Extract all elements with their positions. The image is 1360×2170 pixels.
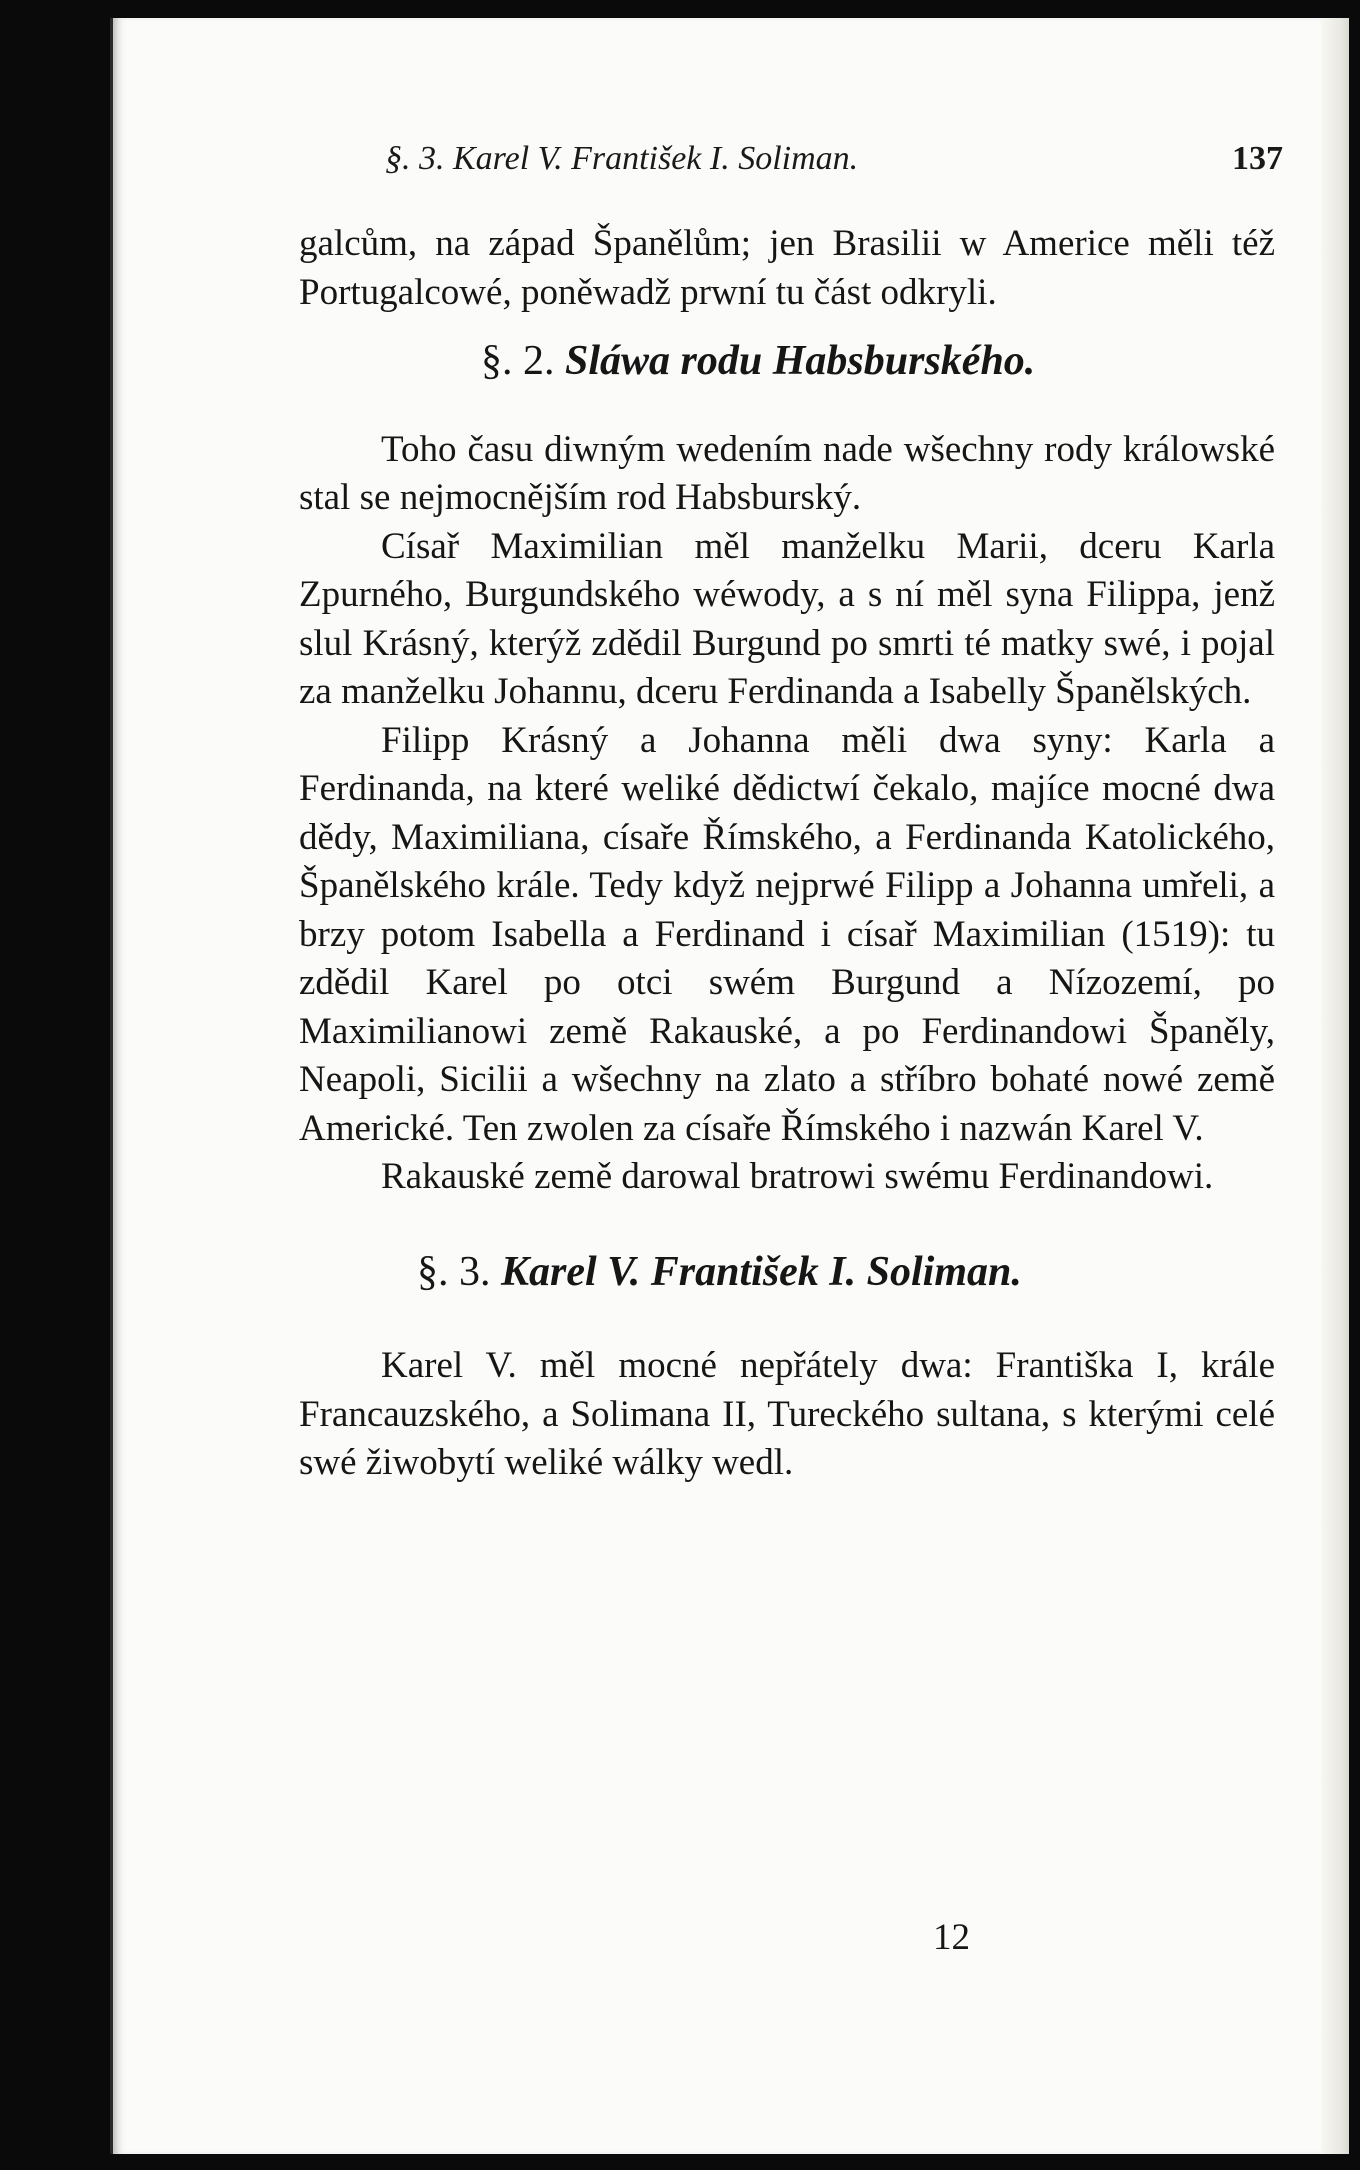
page-number: 137 — [1232, 140, 1283, 177]
section-2-paragraph: Toho času diwným wedením nade wšechny rody králowské stal se nejmocnějším rod Habsburský. — [299, 428, 1275, 518]
section-3-number: §. 3. — [417, 1248, 491, 1295]
running-head — [385, 140, 1283, 178]
section-2-title: Sláwa rodu Habsburského. — [565, 338, 1036, 384]
book-page — [110, 18, 1349, 2154]
section-3-paragraph: Karel V. měl mocné nepřátely dwa: Františka I, krále Francauzského, a Solimana II, Tureckého sultana, s kterými celé swé žiwobytí weliké wálky wedl. — [299, 1345, 1275, 1483]
section-2-number: §. 2. — [481, 338, 555, 384]
running-head-title: §. 3. Karel V. František I. Soliman. — [385, 140, 859, 177]
continued-paragraph: galcům, na západ Španělům; jen Brasilii w Americe měli též Portugalcowé, poněwadž prwní tu část odkryli. — [299, 223, 1275, 313]
section-2-heading — [299, 337, 1275, 386]
section-2-paragraph: Filipp Krásný a Johanna měli dwa syny: Karla a Ferdinanda, na které weliké dědictwí čekalo, majíce mocné dwa dědy, Maximiliana, císaře Římského, a Ferdinanda Katolického, Španělského krále. Tedy když nejprwé Filipp a Johanna umřeli, a brzy potom Isabella a Ferdinand i císař Maximilian (1519): tu zdědil Karel po otci swém Burgund a Nízozemí, po Maximilianowi země Rakauské, a po Ferdinandowi Španěly, Neapoli, Sicilii a wšechny na zlato a stříbro bohaté nowé země Americké. Ten zwolen za císaře Římského i nazwán Karel V. — [299, 719, 1275, 1149]
section-2-paragraph: Císař Maximilian měl manželku Marii, dceru Karla Zpurného, Burgundského wéwody, a s ní měl syna Filippa, jenž slul Krásný, kterýž zdědil Burgund po smrti té matky swé, i pojal za manželku Johannu, dceru Ferdinanda a Isabelly Španělských. — [299, 525, 1275, 712]
signature-mark: 12 — [933, 1917, 970, 1958]
section-3-heading — [299, 1248, 1275, 1297]
section-2-paragraph: Rakauské země darowal bratrowi swému Ferdinandowi. — [381, 1156, 1214, 1197]
section-3-title: Karel V. František I. Soliman. — [501, 1248, 1022, 1295]
body-text — [299, 220, 1275, 1488]
page-gutter-shadow — [1321, 18, 1349, 2154]
